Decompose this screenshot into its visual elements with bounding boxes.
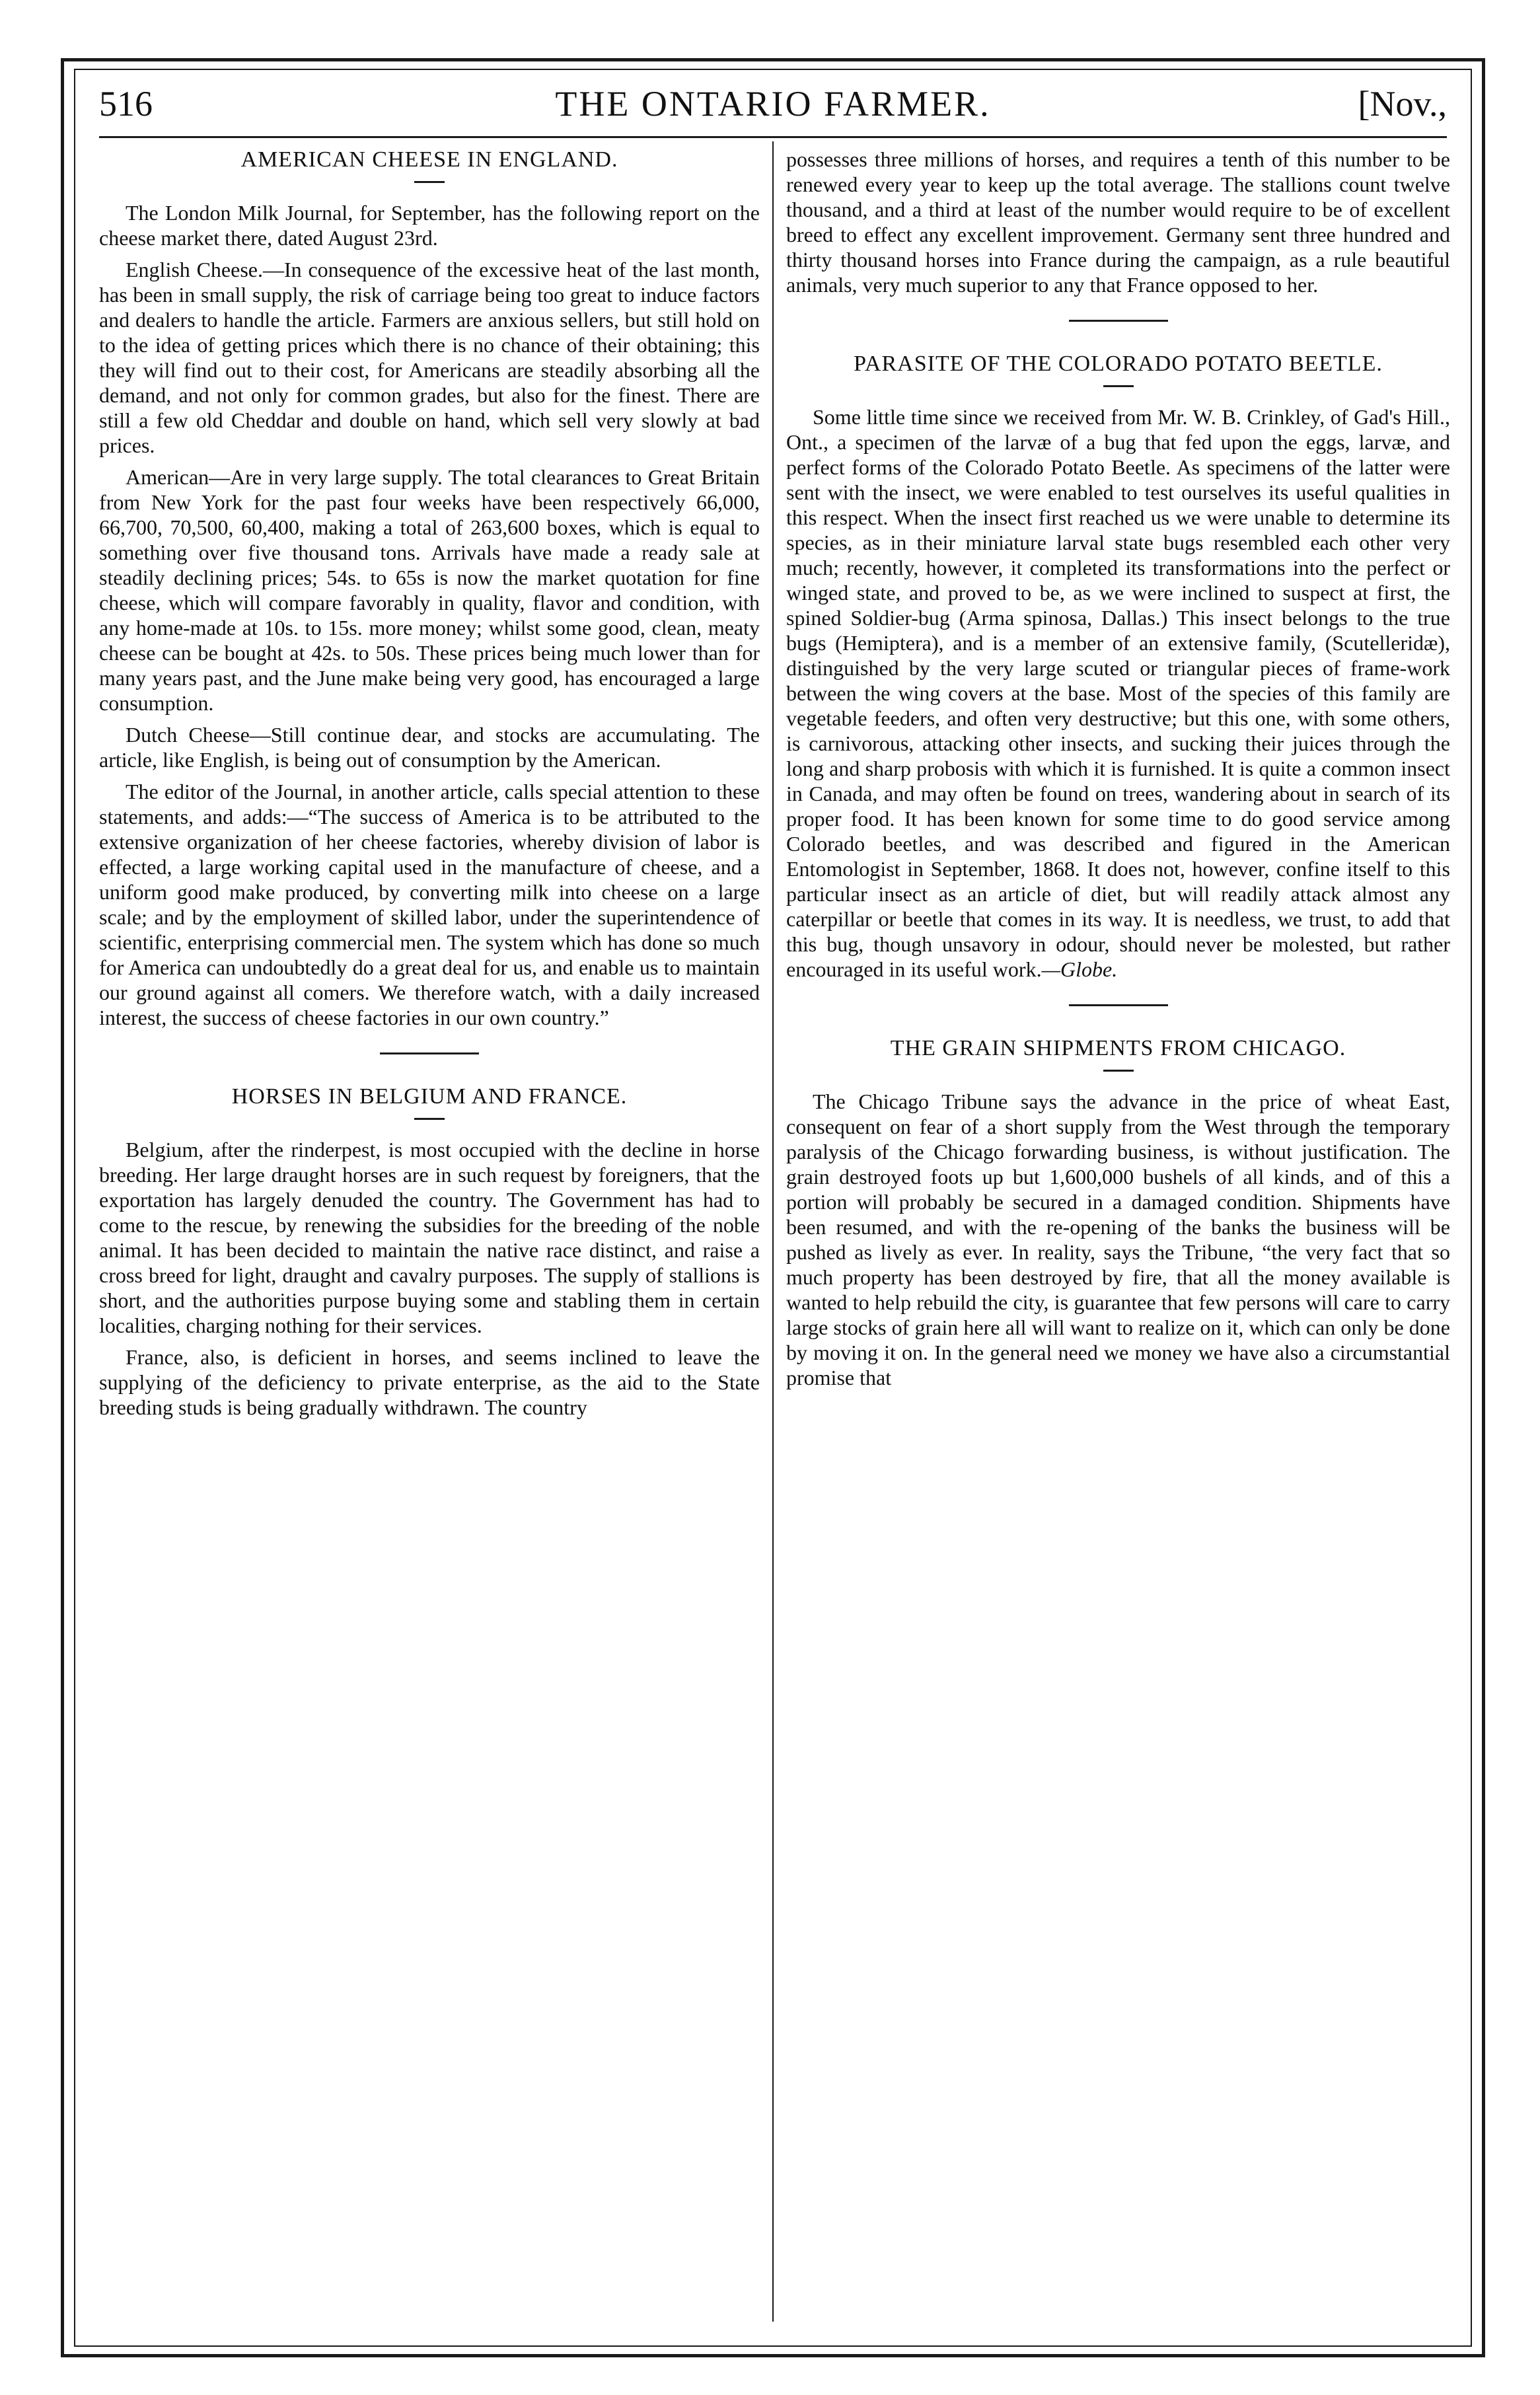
article-separator [380,1052,479,1054]
title-dash [1103,1070,1134,1072]
masthead-title: THE ONTARIO FARMER. [555,84,991,124]
article-paragraph [786,404,1450,982]
article-paragraph: English Cheese.—In consequence of the excessive heat of the last month, has been in small supply, the risk of carriage being too great to induce factors and dealers to handle the article. Farmers are anxious sellers, but still hold on to the idea of getting prices which there is no chance of their obtaining; this they will find out to their cost, for Americans are steadily absorbing all the demand, and not only for common grades, but also for the finest. There are still a few old Cheddar and double on hand, which sell very slowly at bad prices. [99,258,760,457]
source-signature: —Globe. [1041,957,1118,981]
article-paragraph: The editor of the Journal, in another article, calls special attention to these statements, and adds:—“The success of America is to be attributed to the extensive organization of her cheese factories, whereby division of labor is effected, a large working capital used in the manufacture of cheese, and a uniform good make produced, by converting milk into cheese on a large scale; and by the employment of skilled labor, under the superintendence of scientific, enterprising commercial men. The system which has done so much for America can undoubtedly do a great deal for us, and enable us to maintain our ground against all comers. We therefore watch, with a daily increased interest, the success of cheese factories in our own country.” [99,780,760,1029]
article-title: PARASITE OF THE COLORADO POTATO BEETLE. [854,351,1383,376]
title-dash [414,1118,445,1120]
title-dash [414,181,445,183]
header-rule [99,136,1447,138]
title-dash [1103,385,1134,387]
article-title: AMERICAN CHEESE IN ENGLAND. [240,147,618,172]
article-title: HORSES IN BELGIUM AND FRANCE. [231,1084,628,1109]
article-american-cheese [99,147,760,1030]
column-rule [772,141,774,2322]
article-paragraph: Belgium, after the rinderpest, is most occupied with the decline in horse breeding. Her large draught horses are in such request by foreigners, that the exportation has largely denuded the country. The Government has had to come to the rescue, by renewing the subsidies for the breeding of the noble animal. It has been decided to maintain the native race distinct, and raise a cross breed for light, draught and cavalry purposes. The supply of stallions is short, and the authorities purpose buying some and stabling them in certain localities, charging nothing for their services. [99,1138,760,1337]
article-paragraph: The London Milk Journal, for September, has the following report on the cheese market there, dated August 23rd. [99,201,760,250]
article-separator [1069,320,1168,322]
right-column [786,147,1450,2327]
paragraph-text: Some little time since we received from Mr. W. B. Crinkley, of Gad's Hill., Ont., a specimen of the larvæ of a bug that fed upon the eggs, larvæ, and perfect forms of the Colorado Potato Beetle. As specimens of the latter were sent with the insect, we were enabled to test ourselves its useful qualities in this respect. When the insect first reached us we were unable to determine its species, as in their miniature larval state bugs resembled each other very much; recently, however, it completed its transformations into the perfect or winged state, and proved to be, as we were inclined to suspect at first, the spined Soldier-bug (Arma spinosa, Dallas.) This insect belongs to the true bugs (Hemiptera), and is a member of an extensive family, (Scutelleridæ), distinguished by the very large scuted or triangular pieces of frame-work between the wing covers at the base. Most of the species of this family are vegetable feeders, and often very destructive; but this one, with some others, is carnivorous, attacking other insects, and sucking their juices through the long and sharp probosis with which it is furnished. It is quite a common insect in Canada, and may often be found on trees, wandering about in search of its proper food. It has been known for some time to do good service among Colorado beetles, and was described and figured in the American Entomologist in September, 1868. It does not, however, confine itself to this particular insect as an article of diet, but will readily attack almost any caterpillar or beetle that comes in its way. It is needless, we trust, to add that this bug, though unsavory in odour, should never be molested, but rather encouraged in its useful work. [786,405,1450,981]
article-separator [1069,1004,1168,1006]
issue-label: [Nov., [1358,84,1447,124]
article-grain [786,1035,1450,1390]
article-horses [99,1084,760,1420]
article-continuation: possesses three millions of horses, and requires a tenth of this number to be renewed every year to keep up the total average. The stallions count twelve thousand, and a third at least of the number would require to be of excellent breed to effect any excellent improvement. Germany sent three hundred and thirty thousand horses into France during the campaign, as a rule beautiful animals, very much superior to any that France opposed to her. [786,147,1450,297]
article-paragraph: Dutch Cheese—Still continue dear, and stocks are accumulating. The article, like English, is being out of consumption by the American. [99,723,760,772]
article-paragraph: France, also, is deficient in horses, and seems inclined to leave the supplying of the deficiency to private enterprise, as the aid to the State breeding studs is being gradually withdrawn. The country [99,1345,760,1419]
page-header [99,81,1447,127]
article-paragraph: American—Are in very large supply. The total clearances to Great Britain from New York for the past four weeks have been respectively 66,000, 66,700, 70,500, 60,400, making a total of 263,600 boxes, which is equal to something over five thousand tons. Arrivals have made a ready sale at steadily declining prices; 54s. to 65s is now the market quotation for fine cheese, which will compare favorably in quality, flavor and condition, with any home-made at 10s. to 15s. more money; whilst some good, clean, meaty cheese can be bought at 42s. to 50s. These prices being much lower than for many years past, and the June make being very good, has encouraged a large consumption. [99,465,760,715]
article-parasite [786,351,1450,982]
article-paragraph: The Chicago Tribune says the advance in the price of wheat East, consequent on fear of a short supply from the West through the temporary paralysis of the Chicago forwarding business, is without justification. The grain destroyed foots up but 1,600,000 bushels of all kinds, and of this a portion will probably be secured in a damaged condition. Shipments have been resumed, and with the re-opening of the banks the business will be pushed as lively as ever. In reality, says the Tribune, “the very fact that so much property has been destroyed by fire, that all the money available is wanted to help rebuild the city, is guarantee that few persons will care to carry large stocks of grain here all will want to realize on it, which can only be done by moving it on. In the general need we money we have also a circumstantial promise that [786,1089,1450,1389]
left-column [99,147,760,2327]
page-number: 516 [99,84,153,124]
article-title: THE GRAIN SHIPMENTS FROM CHICAGO. [890,1036,1346,1060]
